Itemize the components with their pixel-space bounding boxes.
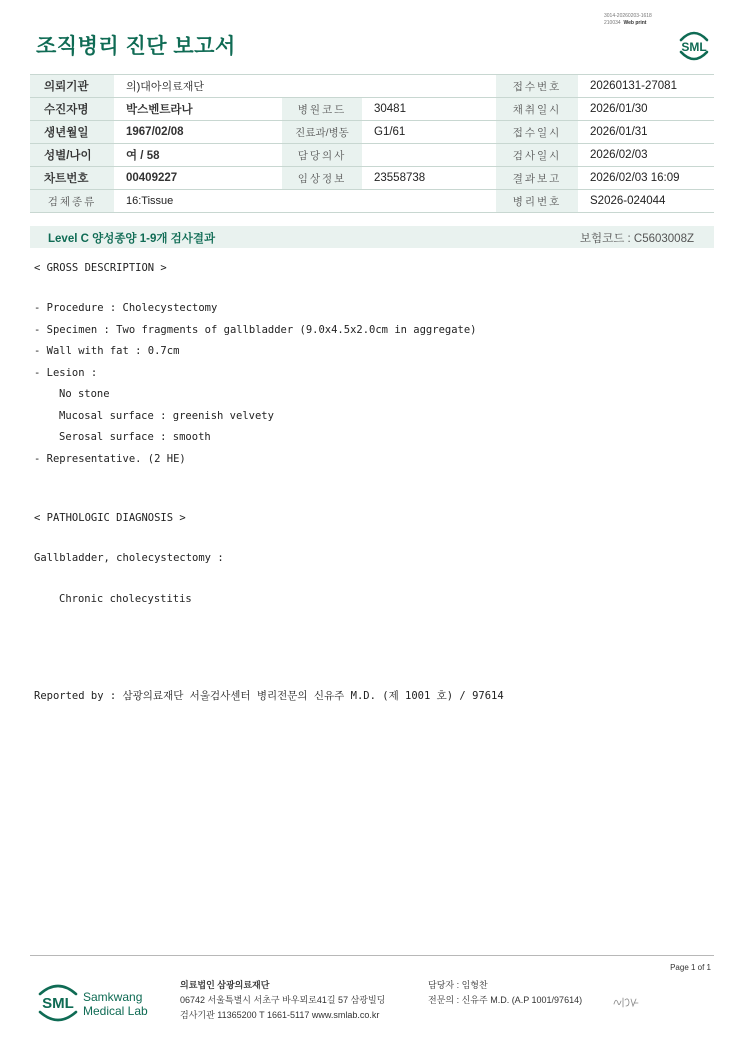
sml-logo-icon — [675, 28, 713, 64]
value-chart-number: 00409227 — [114, 167, 282, 190]
value-receipt-date: 2026/01/31 — [578, 121, 714, 144]
pathologic-diagnosis-header: < PATHOLOGIC DIAGNOSIS > — [34, 512, 186, 524]
label-result-report: 결과보고 — [496, 167, 578, 190]
value-pathology-number: S2026-024044 — [578, 190, 714, 213]
sml-logo-text: SML — [681, 40, 707, 54]
value-sex-age: 여 / 58 — [114, 144, 282, 167]
staff-label: 담당자 : — [428, 980, 460, 990]
label-receipt-number: 접수번호 — [496, 75, 578, 98]
patient-info-table — [30, 74, 714, 213]
footer-staff — [428, 978, 582, 1008]
value-hospital-code: 30481 — [362, 98, 496, 121]
page-number: Page 1 of 1 — [670, 963, 711, 972]
gross-line: - Wall with fat : 0.7cm — [34, 345, 180, 357]
label-hospital-code: 병원코드 — [282, 98, 362, 121]
table-row — [30, 98, 714, 121]
insurance-code: 보험코드 : C5603008Z — [579, 233, 694, 245]
label-patient-name: 수진자명 — [30, 98, 114, 121]
value-collection-date: 2026/01/30 — [578, 98, 714, 121]
footer-logo-name-2: Medical Lab — [83, 1004, 148, 1018]
reported-by: Reported by : 삼광의료재단 서울검사센터 병리전문의 신유주 M.D. (제 1001 호) / 97614 — [34, 690, 504, 702]
print-code: 3014-20260203-1618 — [604, 13, 652, 19]
specialist-label: 전문의 : — [428, 995, 460, 1005]
label-pathology-number: 병리번호 — [496, 190, 578, 213]
label-clinical-info: 임상정보 — [282, 167, 362, 190]
gross-line: - Specimen : Two fragments of gallbladder (9.0x4.5x2.0cm in aggregate) — [34, 324, 477, 336]
value-receipt-number: 20260131-27081 — [578, 75, 714, 98]
label-requesting-institution: 의뢰기관 — [30, 75, 114, 98]
table-row — [30, 167, 714, 190]
diagnosis-result: Chronic cholecystitis — [59, 593, 192, 605]
label-attending-doctor: 담당의사 — [282, 144, 362, 167]
page-title: 조직병리 진단 보고서 — [36, 35, 236, 58]
gross-description-header: < GROSS DESCRIPTION > — [34, 262, 167, 274]
footer-divider — [30, 955, 714, 956]
gross-line: Serosal surface : smooth — [59, 431, 211, 443]
signature-icon — [612, 994, 640, 1010]
value-patient-name: 박스벤트라나 — [114, 98, 282, 121]
staff-name: 임형찬 — [461, 980, 488, 990]
org-name: 의료법인 삼광의료재단 — [180, 980, 270, 990]
label-birth-date: 생년월일 — [30, 121, 114, 144]
label-receipt-date: 접수일시 — [496, 121, 578, 144]
print-meta — [604, 13, 652, 26]
gross-line: - Representative. (2 HE) — [34, 453, 186, 465]
print-code-2: 210034 — [604, 19, 621, 26]
footer-logo-name-1: Samkwang — [83, 990, 143, 1004]
value-result-report: 2026/02/03 16:09 — [578, 167, 714, 190]
gross-line: Mucosal surface : greenish velvety — [59, 410, 274, 422]
web-print-label: Web print — [623, 19, 647, 26]
table-row — [30, 75, 714, 98]
label-department-ward: 진료과/병동 — [282, 121, 362, 144]
value-requesting-institution: 의)대아의료재단 — [114, 75, 496, 98]
label-specimen-type: 검체종류 — [30, 190, 114, 213]
test-level-bar — [30, 226, 714, 248]
diagnosis-site: Gallbladder, cholecystectomy : — [34, 552, 224, 564]
value-attending-doctor — [362, 144, 496, 167]
footer-organization — [180, 978, 385, 1023]
table-row — [30, 190, 714, 213]
samkwang-logo-icon — [36, 978, 156, 1028]
value-specimen-type: 16:Tissue — [114, 190, 496, 213]
value-department-ward: G1/61 — [362, 121, 496, 144]
gross-line: - Procedure : Cholecystectomy — [34, 302, 218, 314]
label-test-date: 검사일시 — [496, 144, 578, 167]
value-clinical-info: 23558738 — [362, 167, 496, 190]
org-contact: 검사기관 11365200 T 1661-5117 www.smlab.co.kr — [180, 1010, 380, 1020]
specialist-name: 신유주 M.D. (A.P 1001/97614) — [461, 995, 583, 1005]
label-chart-number: 차트번호 — [30, 167, 114, 190]
label-collection-date: 채취일시 — [496, 98, 578, 121]
org-address: 06742 서울특별시 서초구 바우뫼로41길 57 삼광빌딩 — [180, 995, 386, 1005]
gross-line: - Lesion : — [34, 367, 98, 379]
label-sex-age: 성별/나이 — [30, 144, 114, 167]
table-row — [30, 144, 714, 167]
table-row — [30, 121, 714, 144]
value-test-date: 2026/02/03 — [578, 144, 714, 167]
test-level-label: Level C 양성종양 1-9개 검사결과 — [48, 233, 216, 245]
value-birth-date: 1967/02/08 — [114, 121, 282, 144]
gross-line: No stone — [59, 388, 110, 400]
footer-logo-abbr: SML — [42, 995, 74, 1012]
